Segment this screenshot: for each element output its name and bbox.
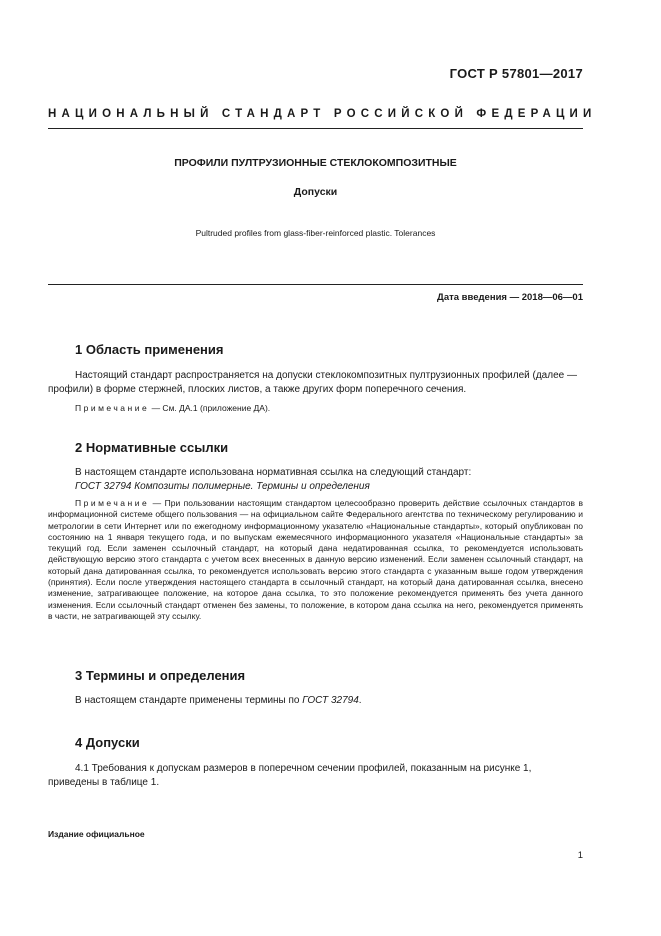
section-2-reference: ГОСТ 32794 Композиты полимерные. Термины и определения xyxy=(75,481,370,492)
page-number: 1 xyxy=(577,850,583,861)
note-text: — См. ДА.1 (приложение ДА). xyxy=(149,403,271,413)
section-2-note xyxy=(48,498,583,622)
section-1-heading: 1 Область применения xyxy=(75,342,224,357)
note-label: Примечание xyxy=(75,403,150,413)
document-number: ГОСТ Р 57801—2017 xyxy=(449,66,583,81)
section-3-text-before: В настоящем стандарте применены термины по xyxy=(75,695,303,706)
section-1-note xyxy=(48,403,583,414)
national-standard-banner: НАЦИОНАЛЬНЫЙ СТАНДАРТ РОССИЙСКОЙ ФЕДЕРАЦИИ xyxy=(48,108,597,120)
document-title: ПРОФИЛИ ПУЛТРУЗИОННЫЕ СТЕКЛОКОМПОЗИТНЫЕ xyxy=(174,157,457,169)
official-edition-label: Издание официальное xyxy=(48,829,145,839)
note-text: — При пользовании настоящим стандартом целесообразно проверить действие ссылочных стандартов в информационной системе общего пользования — на официальном сайте Федерального агентства по техническому регулированию и метрологии в сети Интернет или по ежегодному информационному указателю «Национальные стандарты», который опубликован по состоянию на 1 января текущего года, и по выпускам ежемесячного информационного указателя «Национальные стандарты» за текущий год. Если заменен ссылочный стандарт, на который дана недатированная ссылка, то рекомендуется использовать действующую версию этого стандарта с учетом всех внесенных в данную версию изменений. Если заменен ссылочный стандарт, на который дана датированная ссылка, то рекомендуется использовать версию этого стандарта с указанным выше годом утверждения (принятия). Если после утверждения настоящего стандарта в ссылочный стандарт, на который дана датированная ссылка, внесено изменение, затрагивающее положение, на которое дана ссылка, то это положение рекомендуется применять без учета данного изменения. Если ссылочный стандарт отменен без замены, то положение, в котором дана ссылка на него, рекомендуется применять в части, не затрагивающей эту ссылку. xyxy=(48,498,583,621)
title-divider xyxy=(48,284,583,285)
section-3-reference: ГОСТ 32794 xyxy=(302,695,359,706)
header-divider xyxy=(48,128,583,129)
section-2-text: В настоящем стандарте использована нормативная ссылка на следующий стандарт: xyxy=(75,467,472,478)
section-4-heading: 4 Допуски xyxy=(75,735,140,750)
note-label: Примечание xyxy=(75,498,150,508)
document-subtitle: Допуски xyxy=(293,186,338,198)
section-3-text-after: . xyxy=(358,695,362,706)
section-3-text xyxy=(75,694,583,708)
section-1-text: Настоящий стандарт распространяется на допуски стеклокомпозитных пултрузионных профилей (далее — профили) в форме стержней, плоских листов, а также других форм поперечного сечения. xyxy=(48,370,577,395)
introduction-date: Дата введения — 2018—06—01 xyxy=(437,292,583,303)
section-3-heading: 3 Термины и определения xyxy=(75,668,246,683)
section-4-text: 4.1 Требования к допускам размеров в поперечном сечении профилей, показанным на рисунке 1, приведены в таблице 1. xyxy=(48,763,532,788)
section-2-heading: 2 Нормативные ссылки xyxy=(75,440,229,455)
english-title: Pultruded profiles from glass-fiber-reinforced plastic. Tolerances xyxy=(195,228,436,238)
